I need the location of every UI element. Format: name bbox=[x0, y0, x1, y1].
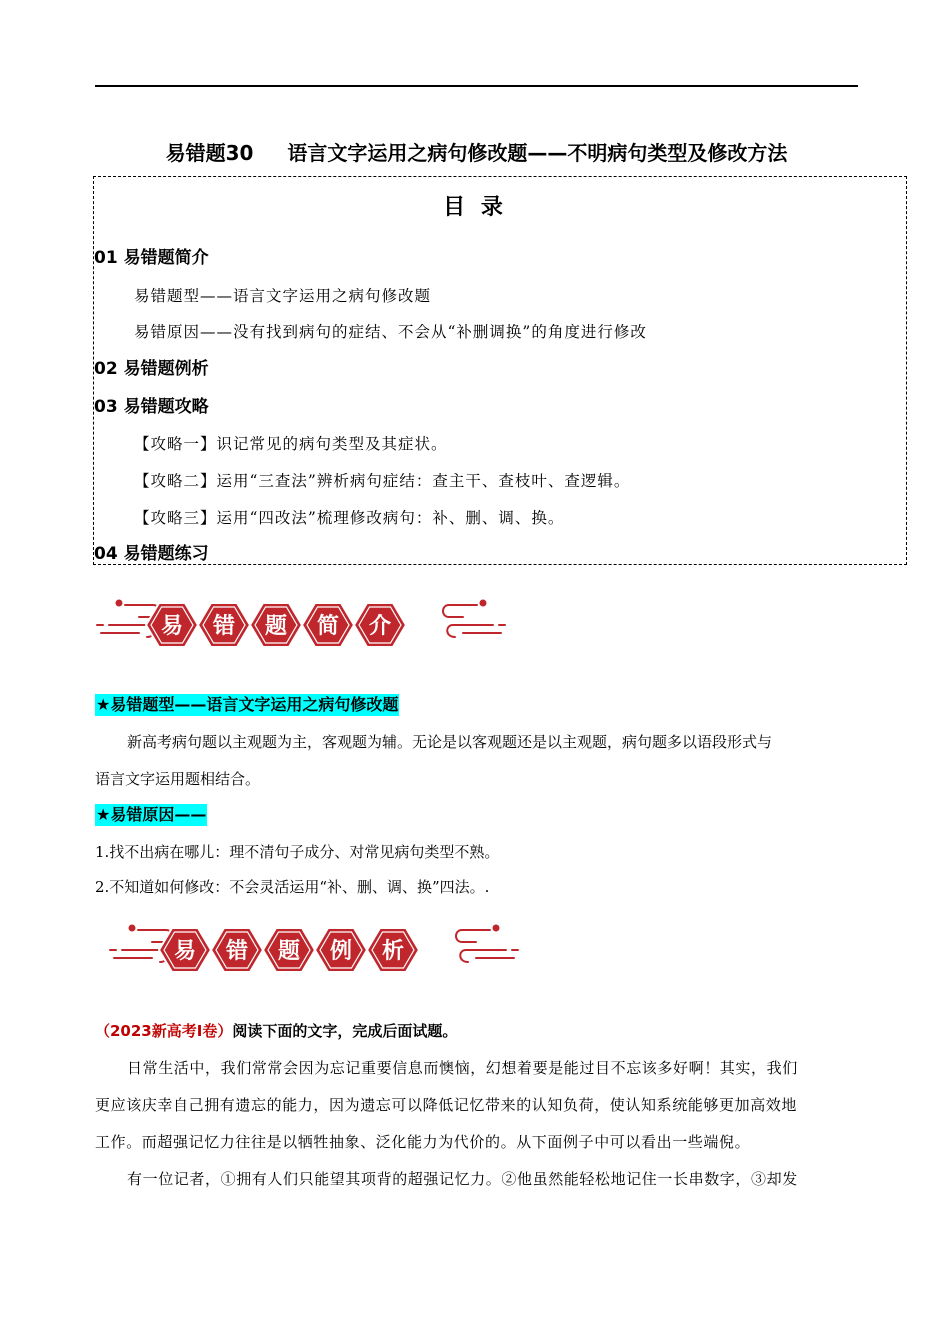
banner-char: 例 bbox=[329, 939, 353, 964]
toc-heading: 目 录 bbox=[443, 195, 507, 220]
banner-char: 简 bbox=[316, 614, 340, 639]
banner-char: 错 bbox=[212, 614, 236, 639]
document-title bbox=[95, 140, 858, 166]
question-instruction: 阅读下面的文字，完成后面试题。 bbox=[232, 1022, 458, 1040]
reason-heading: ★易错原因—— bbox=[96, 805, 207, 824]
reason-item-1: 1.找不出病在哪儿：理不清句子成分、对常见病句类型不熟。 bbox=[95, 843, 500, 861]
title-main: 语言文字运用之病句修改题——不明病句类型及修改方法 bbox=[287, 141, 788, 165]
reason-item-2: 2.不知道如何修改：不会灵活运用“补、删、调、换”四法。. bbox=[95, 878, 490, 896]
banner-intro-chars bbox=[146, 603, 406, 647]
swirl-ornament-right-icon bbox=[443, 601, 505, 638]
type-heading: ★易错题型——语言文字运用之病句修改题 bbox=[96, 695, 399, 714]
intro-para-line2: 语言文字运用题相结合。 bbox=[95, 770, 261, 788]
header-rule bbox=[95, 85, 858, 87]
section-banner-example bbox=[108, 920, 520, 980]
banner-example-chars bbox=[159, 928, 419, 972]
toc-section-03[interactable]: 03 易错题攻略 bbox=[94, 397, 209, 417]
toc-section-01[interactable]: 01 易错题简介 bbox=[94, 248, 209, 268]
swirl-ornament-right-icon bbox=[456, 926, 518, 963]
intro-para-line1: 新高考病句题以主观题为主，客观题为辅。无论是以客观题还是以主观题，病句题多以语段形式与 bbox=[127, 733, 773, 751]
passage-p1-line3: 工作。而超强记忆力往往是以牺牲抽象、泛化能力为代价的。从下面例子中可以看出一些端倪。 bbox=[95, 1133, 751, 1151]
question-source: （2023新高考Ⅰ卷） bbox=[95, 1022, 233, 1040]
toc-strategy-1: 【攻略一】识记常见的病句类型及其症状。 bbox=[134, 435, 448, 453]
title-prefix: 易错题30 bbox=[165, 141, 254, 165]
passage-p1-line1: 日常生活中，我们常常会因为忘记重要信息而懊恼，幻想着要是能过目不忘该多好啊！其实，我们 bbox=[127, 1059, 798, 1077]
banner-char: 题 bbox=[277, 939, 301, 964]
banner-char: 析 bbox=[381, 939, 405, 964]
banner-char: 易 bbox=[173, 939, 197, 964]
banner-char: 错 bbox=[225, 939, 249, 964]
toc-section-02[interactable]: 02 易错题例析 bbox=[94, 359, 209, 379]
toc-strategy-3: 【攻略三】运用“四改法”梳理修改病句：补、删、调、换。 bbox=[134, 509, 565, 527]
banner-char: 介 bbox=[368, 614, 392, 639]
toc-strategy-2: 【攻略二】运用“三查法”辨析病句症结：查主干、查枝叶、查逻辑。 bbox=[134, 472, 631, 490]
passage-p1-line2: 更应该庆幸自己拥有遗忘的能力，因为遗忘可以降低记忆带来的认知负荷，使认知系统能够更加高效地 bbox=[95, 1096, 798, 1114]
question-source-line bbox=[95, 1020, 457, 1042]
toc-section-04[interactable]: 04 易错题练习 bbox=[94, 544, 209, 564]
section-banner-intro bbox=[95, 595, 507, 655]
passage-p2-line1: 有一位记者，①拥有人们只能望其项背的超强记忆力。②他虽然能轻松地记住一长串数字，③却发 bbox=[127, 1170, 798, 1188]
toc-line-type: 易错题型——语言文字运用之病句修改题 bbox=[134, 287, 432, 305]
toc-line-reason: 易错原因——没有找到病句的症结、不会从“补删调换”的角度进行修改 bbox=[134, 323, 647, 341]
banner-char: 题 bbox=[264, 614, 288, 639]
banner-char: 易 bbox=[160, 614, 184, 639]
